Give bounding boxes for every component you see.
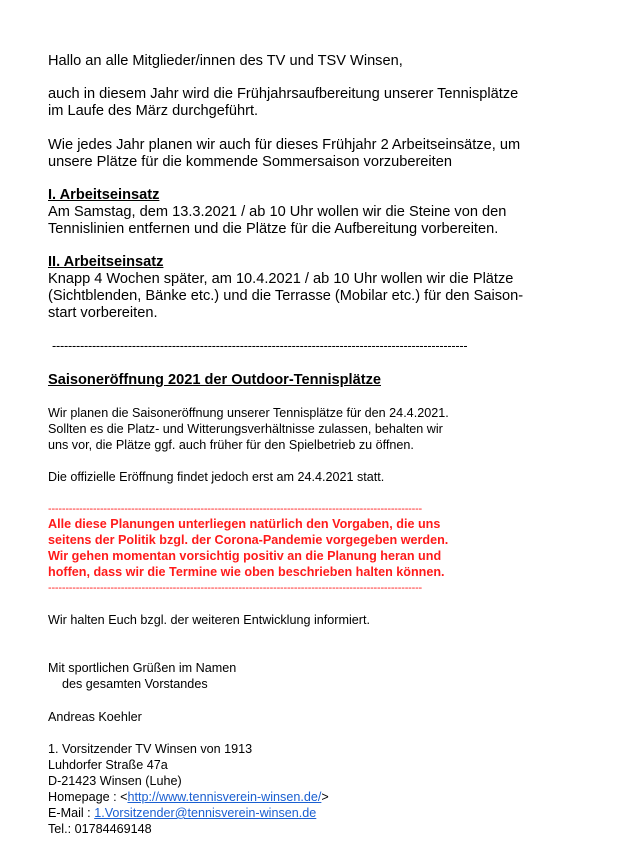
einsatz2-line-3: start vorbereiten. [48, 305, 158, 321]
saison-official: Die offizielle Eröffnung findet jedoch erst am 24.4.2021 statt. [48, 470, 385, 484]
einsatz2-heading: II. Arbeitseinsatz [48, 254, 164, 270]
contact-role: 1. Vorsitzender TV Winsen von 1913 [48, 742, 253, 756]
warning-line-3: Wir gehen momentan vorsichtig positiv an die Planung heran und [48, 549, 442, 563]
warning-line-2: seitens der Politik bzgl. der Corona-Pandemie vorgegeben werden. [48, 533, 449, 547]
email-label: E-Mail : [48, 806, 95, 820]
einsatz1-heading: I. Arbeitseinsatz [48, 187, 160, 203]
signer-name: Andreas Koehler [48, 710, 142, 724]
einsatz1-line-1: Am Samstag, dem 13.3.2021 / ab 10 Uhr wollen wir die Steine von den [48, 204, 507, 220]
contact-phone: Tel.: 01784469148 [48, 822, 152, 836]
closing-line-2: des gesamten Vorstandes [48, 677, 208, 691]
separator-black: -------------------------------------------------------------------------------------------------------- [52, 339, 468, 353]
intro-line-1: auch in diesem Jahr wird die Frühjahrsaufbereitung unserer Tennisplätze [48, 86, 519, 102]
info-text: Wir halten Euch bzgl. der weiteren Entwicklung informiert. [48, 613, 370, 627]
contact-city: D-21423 Winsen (Luhe) [48, 774, 182, 788]
saison-line-1: Wir planen die Saisoneröffnung unserer Tennisplätze für den 24.4.2021. [48, 406, 449, 420]
separator-red-bottom: ------------------------------------------------------------------------------------------------------------ [48, 582, 423, 594]
email-link[interactable]: 1.Vorsitzender@tennisverein-winsen.de [94, 806, 317, 820]
contact-email [48, 805, 316, 821]
plan-line-1: Wie jedes Jahr planen wir auch für dieses Frühjahr 2 Arbeitseinsätze, um [48, 137, 521, 153]
plan-line-2: unsere Plätze für die kommende Sommersaison vorzubereiten [48, 154, 452, 170]
saison-line-2: Sollten es die Platz- und Witterungsverhältnisse zulassen, behalten wir [48, 422, 443, 436]
saison-line-3: uns vor, die Plätze ggf. auch früher für den Spielbetrieb zu öffnen. [48, 438, 414, 452]
intro-line-2: im Laufe des März durchgeführt. [48, 103, 259, 119]
einsatz2-line-1: Knapp 4 Wochen später, am 10.4.2021 / ab 10 Uhr wollen wir die Plätze [48, 271, 514, 287]
closing-line-1: Mit sportlichen Grüßen im Namen [48, 661, 237, 675]
homepage-link[interactable]: http://www.tennisverein-winsen.de/ [127, 790, 322, 804]
contact-homepage [48, 789, 329, 805]
homepage-label: Homepage : < [48, 790, 128, 804]
homepage-end: > [321, 790, 329, 804]
warning-line-1: Alle diese Planungen unterliegen natürlich den Vorgaben, die uns [48, 517, 441, 531]
einsatz2-line-2: (Sichtblenden, Bänke etc.) und die Terrasse (Mobilar etc.) für den Saison- [48, 288, 524, 304]
saison-heading: Saisoneröffnung 2021 der Outdoor-Tennisplätze [48, 372, 381, 388]
warning-line-4: hoffen, dass wir die Termine wie oben beschrieben halten können. [48, 565, 445, 579]
separator-red-top: ------------------------------------------------------------------------------------------------------------ [48, 503, 423, 515]
greeting: Hallo an alle Mitglieder/innen des TV und TSV Winsen, [48, 53, 403, 69]
contact-street: Luhdorfer Straße 47a [48, 758, 168, 772]
einsatz1-line-2: Tennislinien entfernen und die Plätze für die Aufbereitung vorbereiten. [48, 221, 499, 237]
